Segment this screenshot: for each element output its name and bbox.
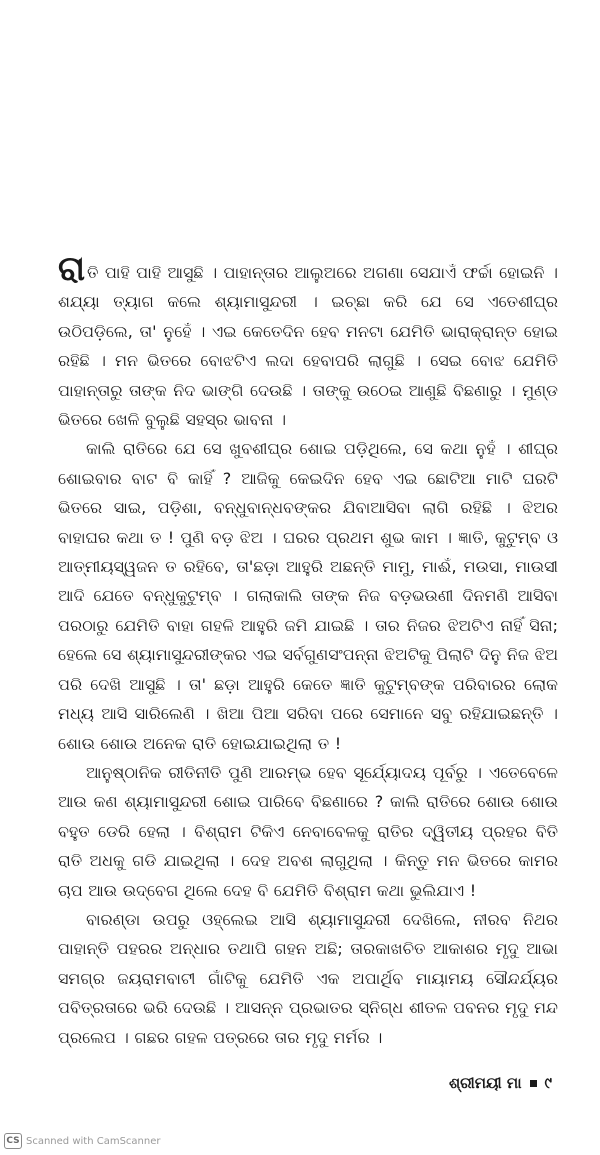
watermark-label: Scanned with CamScanner [26, 1135, 161, 1147]
running-footer [449, 1074, 552, 1092]
scanner-watermark [4, 1133, 161, 1149]
body-text [58, 249, 558, 1052]
paragraph-4: ବାରଣ୍ଡା ଉପରୁ ଓହ୍ଲେଇ ଆସି ଶ୍ୟାମାସୁନ୍ଦରୀ ଦେଖିଲେ, ନୀରବ ନିଥର ପାହାନ୍ତି ପହରର ଅନ୍ଧାର ତଥାପି ଗହନ ଅଛି; ତାରକାଖଚିତ ଆକାଶର ମୃଦୁ ଆଭା ସମଗ୍ର ଜୟରାମବାଟୀ ଗାଁଟିକୁ ଯେମିତି ଏକ ଅପାର୍ଥିବ ମାୟାମୟ ସୌନ୍ଦର୍ଯ୍ୟର ପବିତ୍ରତାରେ ଭରି ଦେଉଛି । ଆସନ୍ନ ପ୍ରଭାତର ସ୍ନିଗ୍ଧ ଶୀତଳ ପବନର ମୃଦୁ ମନ୍ଦ ପ୍ରଲେପ । ଗଛର ଗହଳ ପତ୍ରରେ ତାର ମୃଦୁ ମର୍ମର । [58, 909, 558, 1047]
book-title: ଶ୍ରୀମୟୀ ମା [449, 1074, 522, 1092]
paragraph-1-text: ତି ପାହି ପାହି ଆସୁଛି । ପାହାନ୍ତାର ଆଲୁଅରେ ଅଗଣା ସେଯାଏଁ ଫର୍ଚ୍ଚା ହୋଇନି । ଶଯ୍ୟା ତ୍ୟାଗ କଲେ ଶ୍ୟାମାସୁନ୍ଦରୀ । ଇଚ୍ଛା କରି ଯେ ସେ ଏତେଶୀଘ୍ର ଉଠିପଡ଼ିଲେ, ତା' ନୁହେଁ । ଏଇ କେତେଦିନ ହେବ ମନଟା ଯେମିତି ଭାରାକ୍ରାନ୍ତ ହୋଇ ରହିଛି । ମନ ଭିତରେ ବୋଝଟିଏ ଲଦା ହେବାପରି ଲାଗୁଛି । ସେଇ ବୋଝ ଯେମିତି ପାହାନ୍ତାରୁ ତାଙ୍କ ନିଦ ଭାଙ୍ଗି ଦେଉଛି । ତାଙ୍କୁ ଉଠେଇ ଆଣୁଛି ବିଛଣାରୁ । ମୁଣ୍ଡ ଭିତରେ ଖେଳି ବୁଲୁଛି ସହସ୍ର ଭାବନା । [58, 263, 558, 430]
page-number: ୯ [544, 1074, 552, 1092]
square-bullet-icon [530, 1080, 537, 1087]
camscanner-logo-icon: CS [4, 1133, 22, 1149]
paragraph-2: କାଲି ରାତିରେ ଯେ ସେ ଖୁବଶୀଘ୍ର ଶୋଇ ପଡ଼ିଥିଲେ, ସେ କଥା ନୁହଁ । ଶୀଘ୍ର ଶୋଇବାର ବାଟ ବି କାହିଁ ? ଆଜିକୁ କେଇଦିନ ହେବ ଏଇ ଛୋଟିଆ ମାଟି ଘରଟି ଭିତରେ ସାଇ, ପଡ଼ିଶା, ବନ୍ଧୁବାନ୍ଧବଙ୍କର ଯିବାଆସିବା ଲାଗି ରହିଛି । ଝିଅର ବାହାଘର କଥା ତ ! ପୁଣି ବଡ଼ ଝିଅ । ଘରର ପ୍ରଥମ ଶୁଭ କାମ । ଜ୍ଞାତି, କୁଟୁମ୍ବ ଓ ଆତ୍ମୀୟସ୍ୱଜନ ତ ରହିବେ, ତା'ଛଡ଼ା ଆହୁରି ଅଛନ୍ତି ମାମୁ, ମାଈଁ, ମଉସା, ମାଉସୀ ଆଦି ଯେତେ ବନ୍ଧୁକୁଟୁମ୍ବ । ଗଲାକାଲି ତାଙ୍କ ନିଜ ବଡ଼ଭଉଣୀ ଦିନମଣି ଆସିବା ପରଠାରୁ ଯେମିତି ବାହା ଗହଳି ଆହୁରି ଜମି ଯାଇଛି । ତାର ନିଜର ଝିଅଟିଏ ନାହିଁ ସିନା; ହେଲେ ସେ ଶ୍ୟାମାସୁନ୍ଦରୀଙ୍କର ଏଇ ସର୍ବଗୁଣସଂପନ୍ନା ଝିଅଟିକୁ ପିଲାଟି ଦିନୁ ନିଜ ଝିଅ ପରି ଦେଖି ଆସୁଛି । ତା' ଛଡ଼ା ଆହୁରି କେତେ ଜ୍ଞାତି କୁଟୁମ୍ବଙ୍କ ପରିବାରର ଲୋକ ମଧ୍ୟ ଆସି ସାରିଲେଣି । ଖିଆ ପିଆ ସରିବା ପରେ ସେମାନେ ସବୁ ରହିଯାଇଛନ୍ତି । ଶୋଉ ଶୋଉ ଅନେକ ରାତି ହୋଇଯାଇଥିଲା ତ ! [58, 439, 558, 753]
drop-cap: ରା [58, 249, 86, 289]
paragraph-3: ଆନୁଷ୍ଠାନିକ ରୀତିନୀତି ପୁଣି ଆରମ୍ଭ ହେବ ସୂର୍ଯ୍ୟୋଦୟ ପୂର୍ବରୁ । ଏତେବେଳେ ଆଉ କଣ ଶ୍ୟାମାସୁନ୍ଦରୀ ଶୋଇ ପାରିବେ ବିଛଣାରେ ? କାଲି ରାତିରେ ଶୋଉ ଶୋଉ ବହୁତ ଡେରି ହେଲା । ବିଶ୍ରାମ ଟିକିଏ ନେବାବେଳକୁ ରାତିର ଦ୍ୱିତୀୟ ପ୍ରହର ବିତି ରାତି ଅଧକୁ ଗଡି ଯାଇଥିଲା । ଦେହ ଅବଶ ଲାଗୁଥିଲା । କିନ୍ତୁ ମନ ଭିତରେ କାମର ଚାପ ଆଉ ଉଦ୍‌ବେଗ ଥିଲେ ଦେହ ବି ଯେମିତି ବିଶ୍ରାମ କଥା ଭୁଲିଯାଏ ! [58, 762, 558, 900]
paragraph-1 [58, 249, 558, 434]
